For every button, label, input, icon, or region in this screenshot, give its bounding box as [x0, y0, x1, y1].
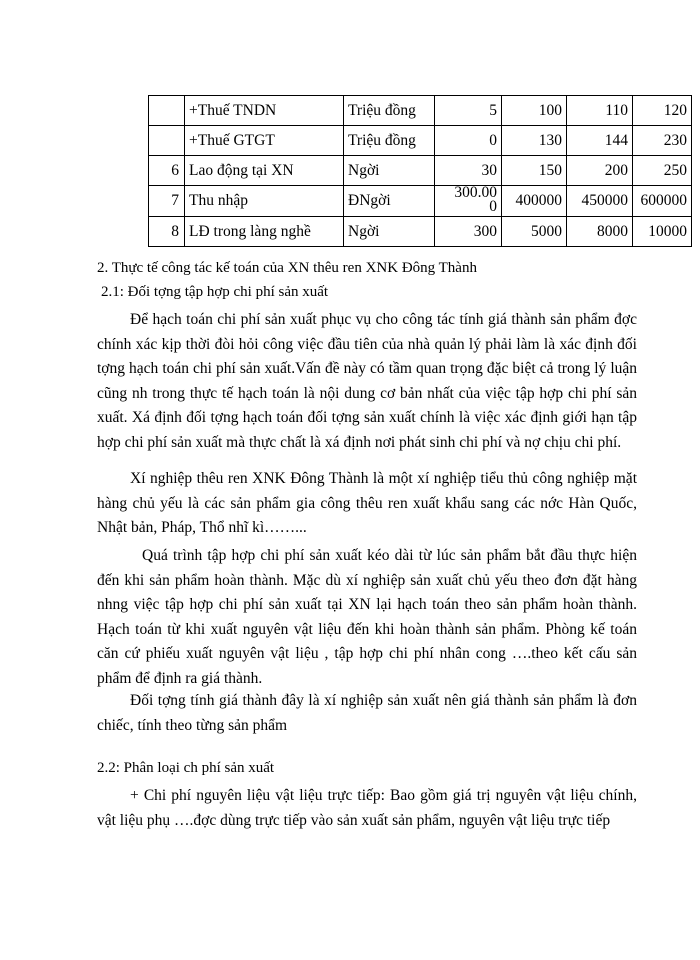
row-number: 8 — [149, 217, 185, 247]
paragraph-5 — [97, 784, 637, 833]
row-value-4: 120 — [633, 96, 692, 126]
row-number: 6 — [149, 156, 185, 186]
row-value-3: 110 — [567, 96, 633, 126]
row-value-4: 600000 — [633, 186, 692, 217]
table-row — [149, 126, 692, 156]
row-unit: Triệu đồng — [344, 126, 435, 156]
table-row — [149, 217, 692, 247]
paragraph-4 — [97, 689, 637, 738]
paragraph-2-text: Xí nghiệp thêu ren XNK Đông Thành là một xí nghiệp tiểu thủ công nghiệp mặt hàng chủ yếu là các sản phẩm gia công thêu ren xuất khẩu sang các nớc Hàn Quốc, Nhật bản, Pháp, Thổ nhĩ kì……... — [97, 470, 637, 537]
subsection-heading-2-1: 2.1: Đối tợng tập hợp chi phí sản xuất — [101, 284, 329, 300]
statistics-table — [148, 95, 692, 247]
row-value-1: 300 — [435, 217, 502, 247]
row-value-2: 400000 — [502, 186, 567, 217]
row-item: +Thuế GTGT — [185, 126, 344, 156]
paragraph-3 — [97, 544, 637, 692]
row-unit: Ngời — [344, 217, 435, 247]
row-value-2: 100 — [502, 96, 567, 126]
paragraph-1-text: Để hạch toán chi phí sản xuất phục vụ cho công tác tính giá thành sản phẩm đợc chính xác kịp thời đòi hỏi công việc đầu tiên của nhà quản lý phải làm là xác định đối tợng hạch toán chi phí sản xuất.Vấn đề này có tầm quan trọng đặc biệt cả trong lý luận cũng nh trong thực tế hạch toán là nội dung cơ bản nhất của việc tập hợp chi phí sản xuất. Xá định đối tợng hạch toán đối tợng sản xuất chính là việc xác định giới hạn tập hợp chi phí sản xuất mà thực chất là xá định nơi phát sinh chi phí và nợ chịu chi phí. — [97, 311, 637, 451]
table-row — [149, 186, 692, 217]
paragraph-1 — [97, 308, 637, 456]
row-unit: Triệu đồng — [344, 96, 435, 126]
row-value-1: 30 — [435, 156, 502, 186]
row-item: LĐ trong làng nghề — [185, 217, 344, 247]
row-value-1-text: 300.000 — [454, 184, 497, 215]
row-unit: ĐNgời — [344, 186, 435, 217]
row-value-1: 5 — [435, 96, 502, 126]
section-heading: 2. Thực tế công tác kế toán của XN thêu ren XNK Đông Thành — [97, 260, 477, 276]
row-value-3: 144 — [567, 126, 633, 156]
row-unit: Ngời — [344, 156, 435, 186]
row-value-2: 5000 — [502, 217, 567, 247]
paragraph-2 — [97, 467, 637, 541]
paragraph-5-text: + Chi phí nguyên liệu vật liệu trực tiếp: Bao gồm giá trị nguyên vật liệu chính, vật liệu phụ ….đợc dùng trực tiếp vào sản xuất sản phẩm, nguyên vật liệu trực tiếp — [97, 787, 637, 829]
row-number: 7 — [149, 186, 185, 217]
row-value-1 — [435, 186, 502, 217]
row-value-4: 230 — [633, 126, 692, 156]
row-value-3: 8000 — [567, 217, 633, 247]
row-value-3: 200 — [567, 156, 633, 186]
paragraph-4-text: Đối tợng tính giá thành đây là xí nghiệp sản xuất nên giá thành sản phẩm là đơn chiếc, tính theo từng sản phẩm — [97, 692, 637, 734]
row-value-4: 10000 — [633, 217, 692, 247]
row-number — [149, 126, 185, 156]
row-value-4: 250 — [633, 156, 692, 186]
subsection-heading-2-2: 2.2: Phân loại ch phí sản xuất — [97, 760, 275, 776]
row-item: +Thuế TNDN — [185, 96, 344, 126]
row-item: Thu nhập — [185, 186, 344, 217]
paragraph-3-text: Quá trình tập hợp chi phí sản xuất kéo dài từ lúc sản phẩm bắt đầu thực hiện đến khi sản phẩm hoàn thành. Mặc dù xí nghiệp sản xuất chủ yếu theo đơn đặt hàng nhng việc tập hợp chi phí sản xuất tại XN lại hạch toán theo sản phẩm hoàn thành. Hạch toán từ khi xuất nguyên vật liệu đến khi hoàn thành sản phẩm. Phòng kế toán căn cứ phiếu xuất nguyên vật liệu , tập hợp chi phí nhân cong ….theo kết cấu sản phẩm để định ra giá thành. — [97, 547, 637, 687]
row-item: Lao động tại XN — [185, 156, 344, 186]
table-row — [149, 156, 692, 186]
row-value-2: 130 — [502, 126, 567, 156]
row-value-2: 150 — [502, 156, 567, 186]
row-value-1: 0 — [435, 126, 502, 156]
row-value-3: 450000 — [567, 186, 633, 217]
table-row — [149, 96, 692, 126]
row-number — [149, 96, 185, 126]
